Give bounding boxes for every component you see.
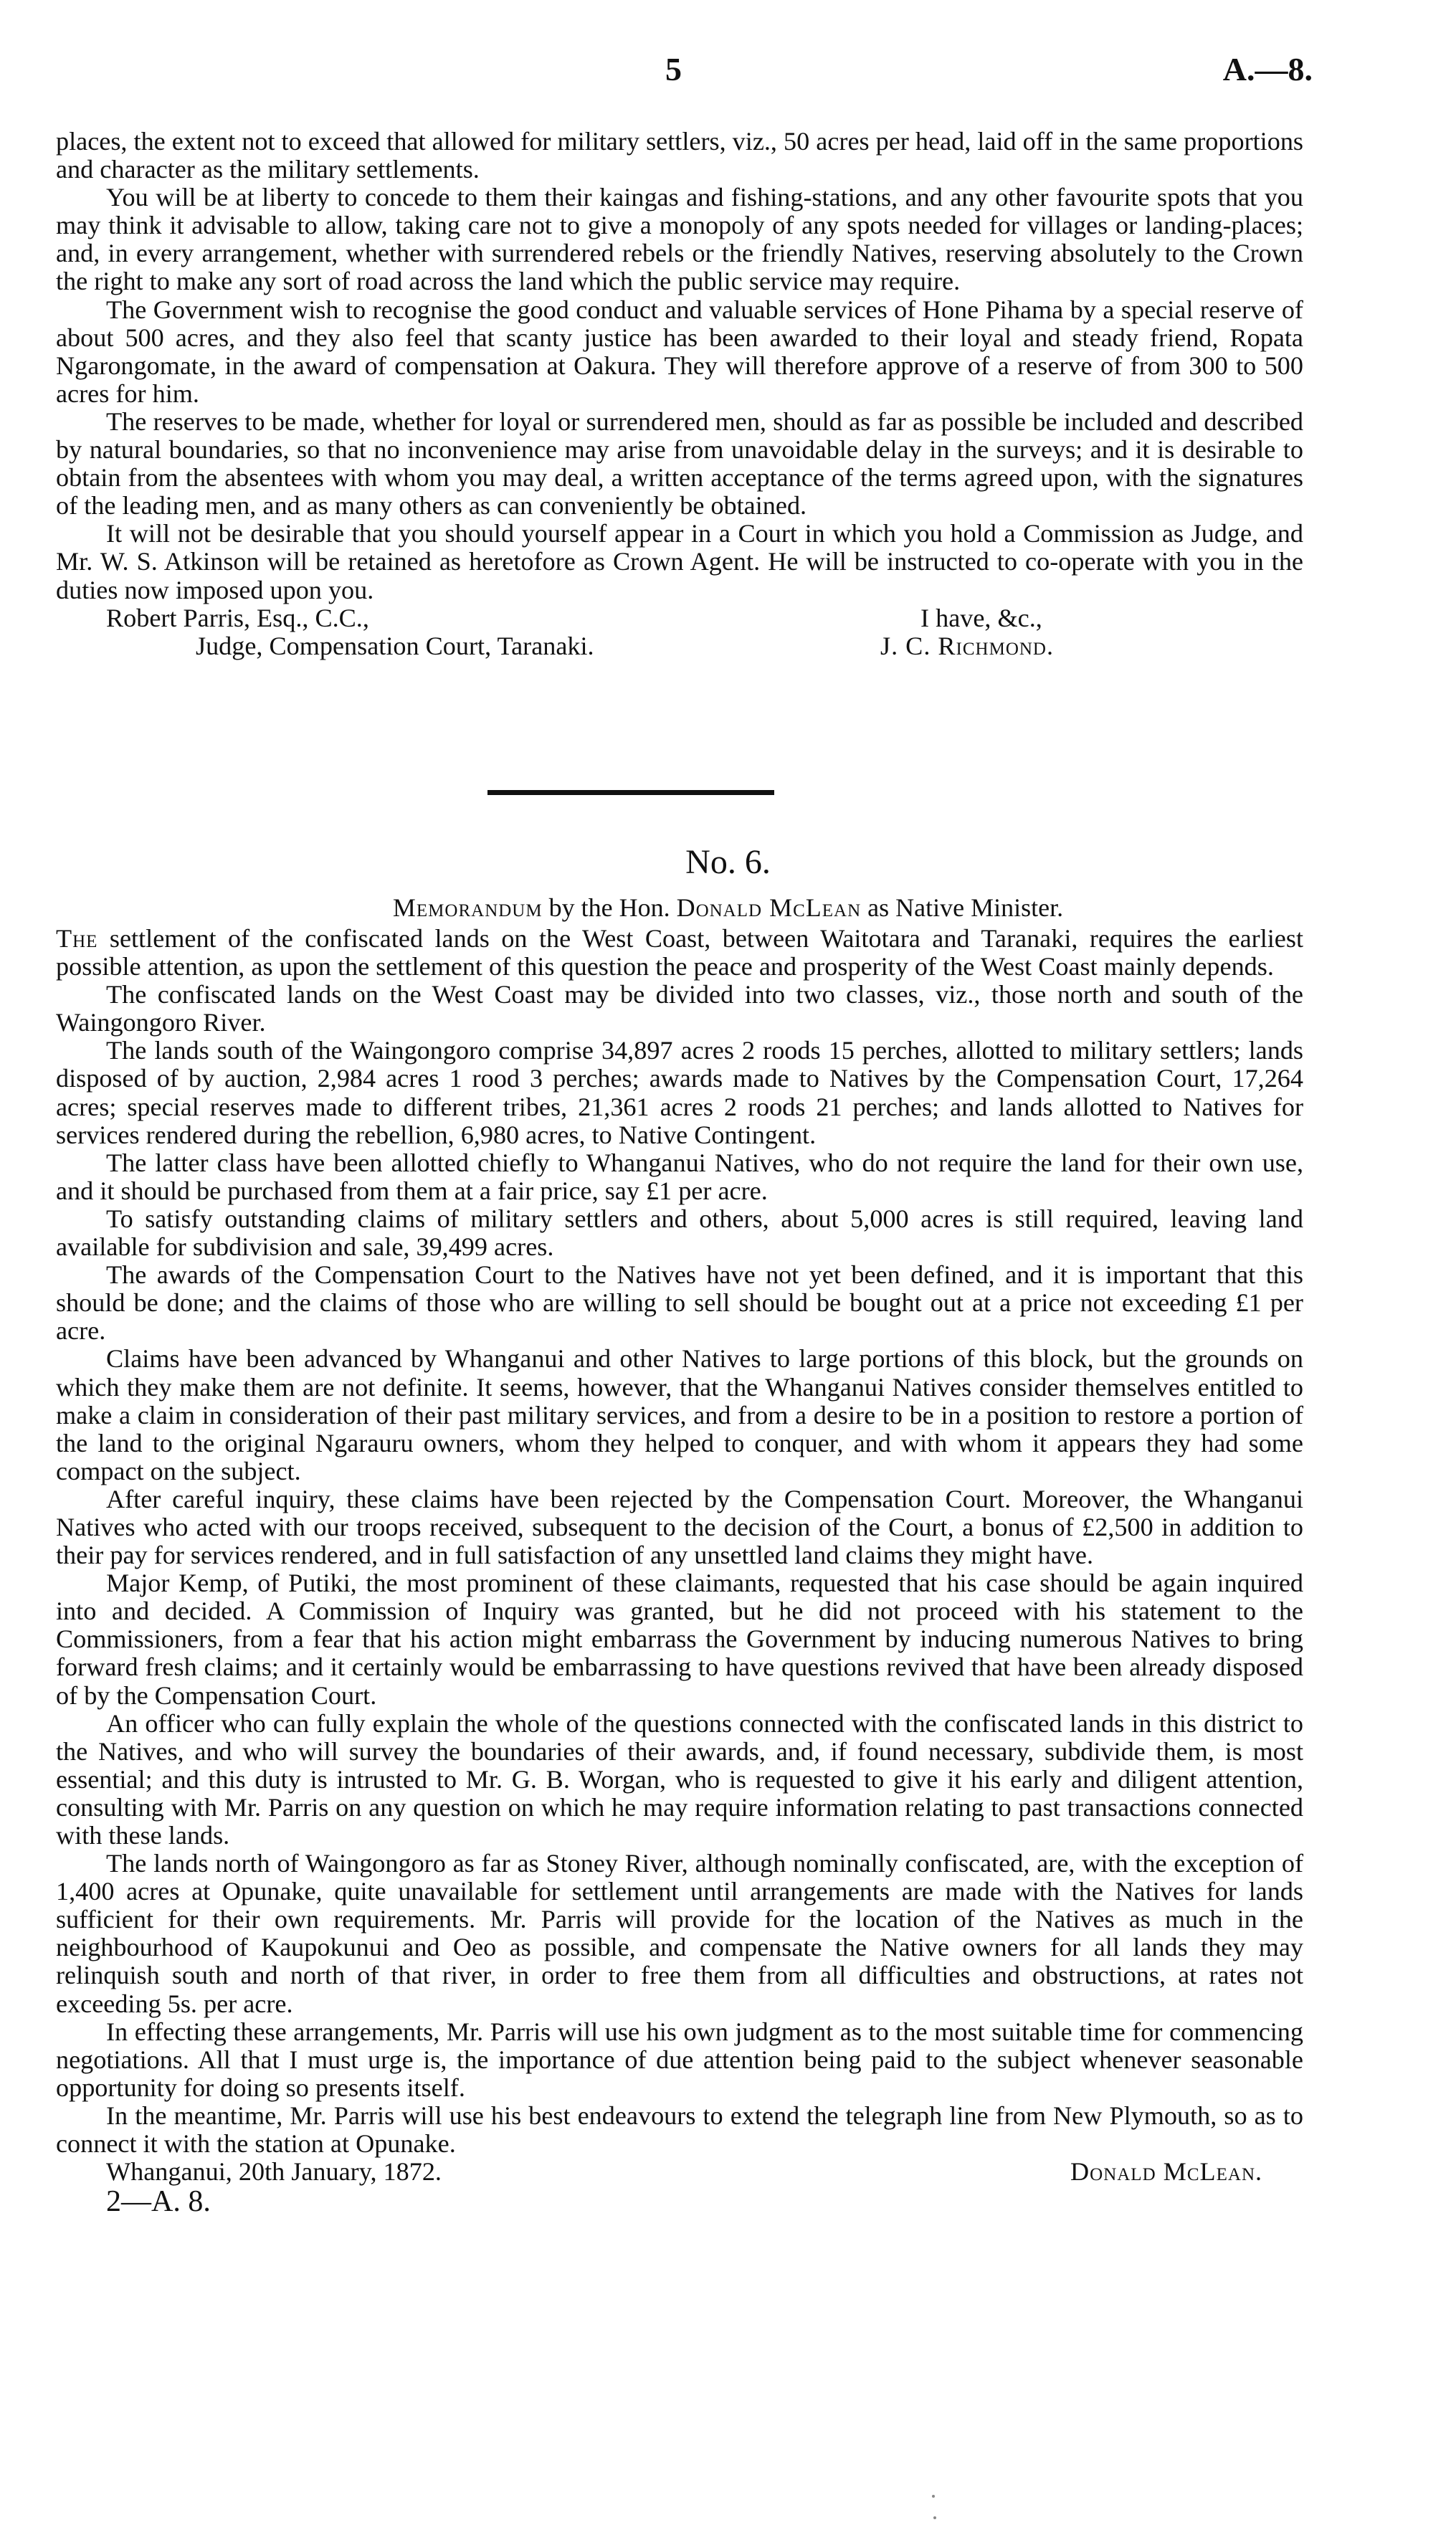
print-speck (932, 2495, 935, 2498)
paragraph: Major Kemp, of Putiki, the most prominent of these claimants, requested that his case should be again inquired into and decided. A Commission of Inquiry was granted, but he did not proceed with his statement to the Commissioners, from a fear that his action might embarrass the Government by inducing numerous Natives to bring forward fresh claims; and it certainly would be embarrassing to have questions revived that have been already disposed of by the Compensation Court. (56, 1569, 1303, 1710)
memo-author: Donald McLean (676, 893, 862, 922)
print-speck (933, 2516, 936, 2519)
paragraph: The confiscated lands on the West Coast may be divided into two classes, viz., those north and south of the Waingongoro River. (56, 980, 1303, 1037)
memo-signature: Donald McLean. (1070, 2157, 1263, 2187)
paragraph: The lands south of the Waingongoro comprise 34,897 acres 2 roods 15 perches, allotted to military settlers; lands disposed of by auction, 2,984 acres 1 rood 3 perches; awards made to Natives by the Compensation Court, 17,264 acres; special reserves made to different tribes, 21,361 acres 2 roods 21 perches; and lands allotted to Natives for services rendered during the rebellion, 6,980 acres, to Native Contingent. (56, 1036, 1303, 1149)
signature-mark: 2—A. 8. (106, 2185, 211, 2219)
memo-label: Memorandum (392, 893, 543, 922)
paragraph: Claims have been advanced by Whanganui and other Natives to large portions of this block, but the grounds on which they make them are not definite. It seems, however, that the Whanganui Natives consider themselves entitled to make a claim in consideration of their past military services, and from a desire to be in a position to restore a portion of the land to the original Ngarauru owners, whom they helped to conquer, and with whom it appears they had some compact on the subject. (56, 1344, 1303, 1485)
closing-line: I have, &c., (920, 603, 1042, 632)
paragraph: An officer who can fully explain the whole of the questions connected with the confiscated lands in this district to the Natives, and who will survey the boundaries of their awards, and, if found necessary, subdivide them, is most essential; and this duty is intrusted to Mr. G. B. Worgan, who is requested to give it his early and diligent attention, consulting with Mr. Parris on any question on which he may require information relating to past transactions connected with these lands. (56, 1708, 1303, 1850)
paragraph: The Government wish to recognise the good conduct and valuable services of Hone Pihama by a special reserve of about 500 acres, and they also feel that scanty justice has been awarded to their loyal and steady friend, Ropata Ngarongomate, in the award of compensation at Oakura. They will therefore approve of a reserve of from 300 to 500 acres for him. (56, 295, 1303, 408)
place-date: Whanganui, 20th January, 1872. (106, 2157, 442, 2187)
opening-word: The (56, 924, 98, 953)
memorandum-section (56, 925, 1303, 2220)
memo-by: by the Hon. (548, 893, 670, 922)
paragraph: It will not be desirable that you should yourself appear in a Court in which you hold a Commission as Judge, and Mr. W. S. Atkinson will be retained as heretofore as Crown Agent. He will be instructed to co-operate with you in the duties now imposed upon you. (56, 519, 1303, 604)
paragraph: To satisfy outstanding claims of military settlers and others, about 5,000 acres is still required, leaving land available for subdivision and sale, 39,499 acres. (56, 1204, 1303, 1262)
memo-signature-row (56, 2158, 1303, 2187)
paragraph: In effecting these arrangements, Mr. Parris will use his own judgment as to the most suitable time for commencing negotiations. All that I must urge is, the importance of due attention being paid to the subject whenever seasonable opportunity for doing so presents itself. (56, 2017, 1303, 2102)
document-reference: A.—8. (1222, 51, 1313, 87)
signature-row-1 (56, 604, 1303, 632)
memo-as: as Native Minister. (867, 893, 1064, 922)
paragraph: places, the extent not to exceed that allowed for military settlers, viz., 50 acres per head, laid off in the same proportions and character as the military settlements. (56, 127, 1303, 184)
section-number: No. 6. (685, 843, 771, 881)
section-divider (487, 790, 774, 795)
paragraph: You will be at liberty to concede to them their kaingas and fishing-stations, and any other favourite spots that you may think it advisable to allow, taking care not to give a monopoly of any spots needed for villages or landing-places; and, in every arrangement, whether with surrendered rebels or the friendly Natives, reserving absolutely to the Crown the right to make any sort of road across the land which the public service may require. (56, 183, 1303, 296)
memo-title (0, 893, 1456, 923)
addressee-line-1: Robert Parris, Esq., C.C., (106, 603, 369, 632)
addressee-line-2: Judge, Compensation Court, Taranaki. (196, 631, 594, 660)
page-number: 5 (665, 51, 682, 87)
paragraph: After careful inquiry, these claims have been rejected by the Compensation Court. Moreover, the Whanganui Natives who acted with our troops received, subsequent to the decision of the Court, a bonus of £2,500 in addition to their pay for services rendered, and in full satisfaction of any unsettled land claims they might have. (56, 1484, 1303, 1570)
paragraph: The awards of the Compensation Court to the Natives have not yet been defined, and it is important that this should be done; and the claims of those who are willing to sell should be bought out at a price not exceeding £1 per acre. (56, 1260, 1303, 1346)
letter-section (56, 128, 1303, 660)
paragraph: The latter class have been allotted chiefly to Whanganui Natives, who do not require the land for their own use, and it should be purchased from them at a fair price, say £1 per acre. (56, 1148, 1303, 1205)
paragraph (56, 925, 1303, 981)
signature-row-2 (56, 632, 1303, 660)
letter-signature: J. C. Richmond. (880, 631, 1055, 660)
page-header (0, 50, 1456, 100)
paragraph-text: settlement of the confiscated lands on the West Coast, between Waitotara and Taranaki, requires the earliest possible attention, as upon the settlement of this question the peace and prosperity of the West Coast mainly depends. (56, 924, 1303, 981)
paragraph: The lands north of Waingongoro as far as Stoney River, although nominally confiscated, are, with the exception of 1,400 acres at Opunake, quite unavailable for settlement until arrangements are made with the Natives for lands sufficient for their own requirements. Mr. Parris will provide for the location of the Natives as much in the neighbourhood of Kaupokunui and Oeo as possible, and compensate the Native owners for all lands they may relinquish south and north of that river, in order to free them from all difficulties and obstructions, at rates not exceeding 5s. per acre. (56, 1849, 1303, 2018)
paragraph: In the meantime, Mr. Parris will use his best endeavours to extend the telegraph line from New Plymouth, so as to connect it with the station at Opunake. (56, 2101, 1303, 2159)
paragraph: The reserves to be made, whether for loyal or surrendered men, should as far as possible be included and described by natural boundaries, so that no inconvenience may arise from unavoidable delay in the surveys; and it is desirable to obtain from the absentees with whom you may deal, a written acceptance of the terms agreed upon, with the signatures of the leading men, and as many others as can conveniently be obtained. (56, 406, 1303, 520)
